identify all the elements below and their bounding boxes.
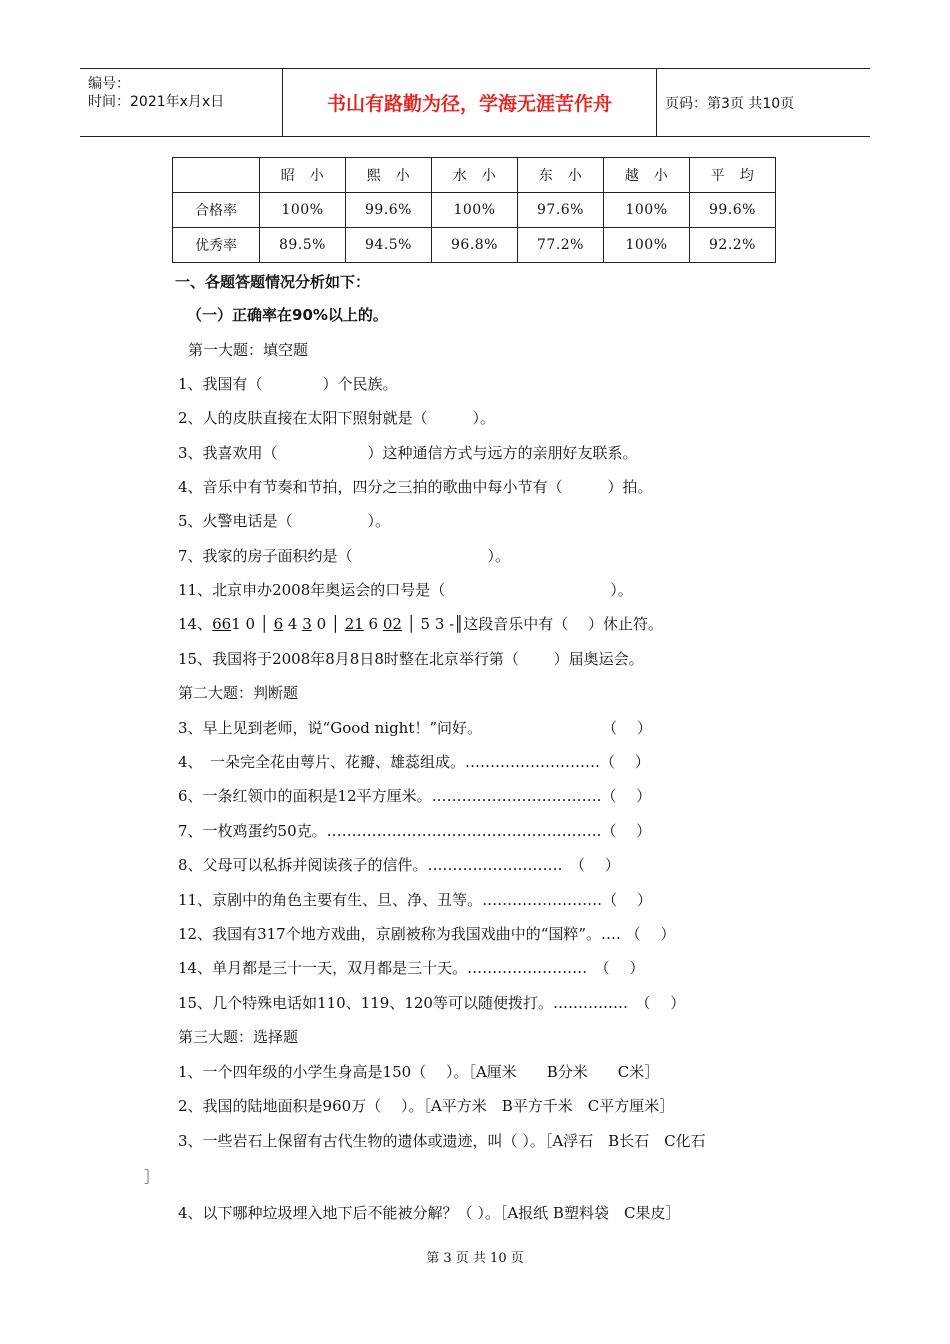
subsection-heading: （一）正确率在90%以上的。 bbox=[187, 306, 388, 324]
question-item: 15、几个特殊电话如110、119、120等可以随便拨打。…………… （ ） bbox=[178, 994, 686, 1012]
table-cell: 77.2% bbox=[518, 228, 604, 263]
question-item: 11、北京申办2008年奥运会的口号是（ ）。 bbox=[178, 581, 633, 599]
music-note: 0 │ bbox=[311, 615, 345, 633]
question-item: 15、我国将于2008年8月8日8时整在北京举行第（ ）届奥运会。 bbox=[178, 650, 644, 668]
table-header-row bbox=[173, 158, 776, 193]
music-note: 6 bbox=[273, 615, 284, 633]
question-item: 7、我家的房子面积约是（ ）。 bbox=[178, 547, 511, 565]
question-item: 2、我国的陆地面积是960万（ ）。［A平方米 B平方千米 C平方厘米］ bbox=[178, 1097, 675, 1115]
stats-table bbox=[172, 157, 776, 263]
question-item: 12、我国有317个地方戏曲，京剧被称为我国戏曲中的“国粹”。…. （ ） bbox=[178, 925, 676, 943]
question-item: 3、一些岩石上保留有古代生物的遗体或遗迹，叫（ ）。［A浮石 B长石 C化石 bbox=[178, 1132, 706, 1150]
music-note: 21 bbox=[344, 615, 364, 633]
music-prefix: 14、 bbox=[178, 615, 213, 633]
row-label: 合格率 bbox=[173, 193, 260, 228]
table-cell: 99.6% bbox=[690, 193, 776, 228]
question-item: 4、音乐中有节奏和节拍，四分之三拍的歌曲中每小节有（ ）拍。 bbox=[178, 478, 653, 496]
table-row bbox=[173, 193, 776, 228]
music-note: 66 bbox=[212, 615, 232, 633]
table-row bbox=[173, 228, 776, 263]
part-title: 第三大题：选择题 bbox=[178, 1028, 299, 1046]
music-note: 3 bbox=[302, 615, 312, 633]
table-column-header: 水 小 bbox=[432, 158, 518, 193]
table-column-header: 平 均 bbox=[690, 158, 776, 193]
question-item: 5、火警电话是（ ）。 bbox=[178, 512, 391, 530]
question-item: 14、单月都是三十一天，双月都是三十天。…………………… （ ） bbox=[178, 959, 645, 977]
table-cell: 92.2% bbox=[690, 228, 776, 263]
table-column-header: 昭 小 bbox=[260, 158, 346, 193]
music-notation-question bbox=[178, 614, 663, 634]
question-item: 4、以下哪种垃圾埋入地下后不能被分解？（ ）。［A报纸 B塑料袋 C果皮］ bbox=[178, 1204, 681, 1222]
table-column-header: 熙 小 bbox=[346, 158, 432, 193]
doc-time-label: 时间：2021年x月x日 bbox=[88, 94, 225, 110]
music-note: 4 bbox=[283, 615, 303, 633]
question-item: 4、 一朵完全花由萼片、花瓣、雄蕊组成。………………………（ ） bbox=[178, 753, 650, 771]
question-item: 6、一条红领巾的面积是12平方厘米。…………………………….（ ） bbox=[178, 787, 652, 805]
table-cell: 100% bbox=[432, 193, 518, 228]
table-cell: 94.5% bbox=[346, 228, 432, 263]
music-note: 02 bbox=[382, 615, 402, 633]
music-suffix: │ 5 3 -║这段音乐中有（ ）休止符。 bbox=[401, 615, 664, 633]
table-corner-cell bbox=[173, 158, 260, 193]
section-heading: 一、各题答题情况分析如下： bbox=[175, 273, 371, 291]
question-item: 1、一个四年级的小学生身高是150（ ）。［A厘米 B分米 C米］ bbox=[178, 1063, 660, 1081]
music-note: 6 bbox=[363, 615, 383, 633]
question-item-wrap: ］ bbox=[144, 1168, 160, 1186]
question-item: 2、人的皮肤直接在太阳下照射就是（ ）。 bbox=[178, 409, 496, 427]
music-note: 1 0 │ bbox=[231, 615, 274, 633]
question-item: 3、早上见到老师，说“Good night！”问好。 （ ） bbox=[178, 719, 652, 737]
page-header bbox=[80, 68, 870, 137]
table-cell: 97.6% bbox=[518, 193, 604, 228]
page-footer: 第 3 页 共 10 页 bbox=[426, 1251, 524, 1266]
table-cell: 89.5% bbox=[260, 228, 346, 263]
table-cell: 100% bbox=[604, 193, 690, 228]
question-item: 1、我国有（ ）个民族。 bbox=[178, 375, 398, 393]
question-item: 3、我喜欢用（ ）这种通信方式与远方的亲朋好友联系。 bbox=[178, 444, 638, 462]
doc-number-label: 编号： bbox=[88, 76, 130, 92]
header-left-cell bbox=[80, 69, 283, 136]
table-column-header: 东 小 bbox=[518, 158, 604, 193]
row-label: 优秀率 bbox=[173, 228, 260, 263]
table-cell: 100% bbox=[604, 228, 690, 263]
question-item: 7、一枚鸡蛋约50克。……………………………………………….（ ） bbox=[178, 822, 652, 840]
part-title: 第二大题：判断题 bbox=[178, 684, 299, 702]
table-cell: 96.8% bbox=[432, 228, 518, 263]
question-item: 8、父母可以私拆并阅读孩子的信件。……………………… （ ） bbox=[178, 856, 620, 874]
question-item: 11、京剧中的角色主要有生、旦、净、丑等。……………………（ ） bbox=[178, 891, 652, 909]
part-title: 第一大题：填空题 bbox=[188, 341, 309, 359]
table-cell: 99.6% bbox=[346, 193, 432, 228]
header-page-info: 页码：第3页 共10页 bbox=[665, 95, 795, 112]
table-cell: 100% bbox=[260, 193, 346, 228]
header-motto: 书山有路勤为径，学海无涯苦作舟 bbox=[283, 69, 657, 136]
table-column-header: 越 小 bbox=[604, 158, 690, 193]
